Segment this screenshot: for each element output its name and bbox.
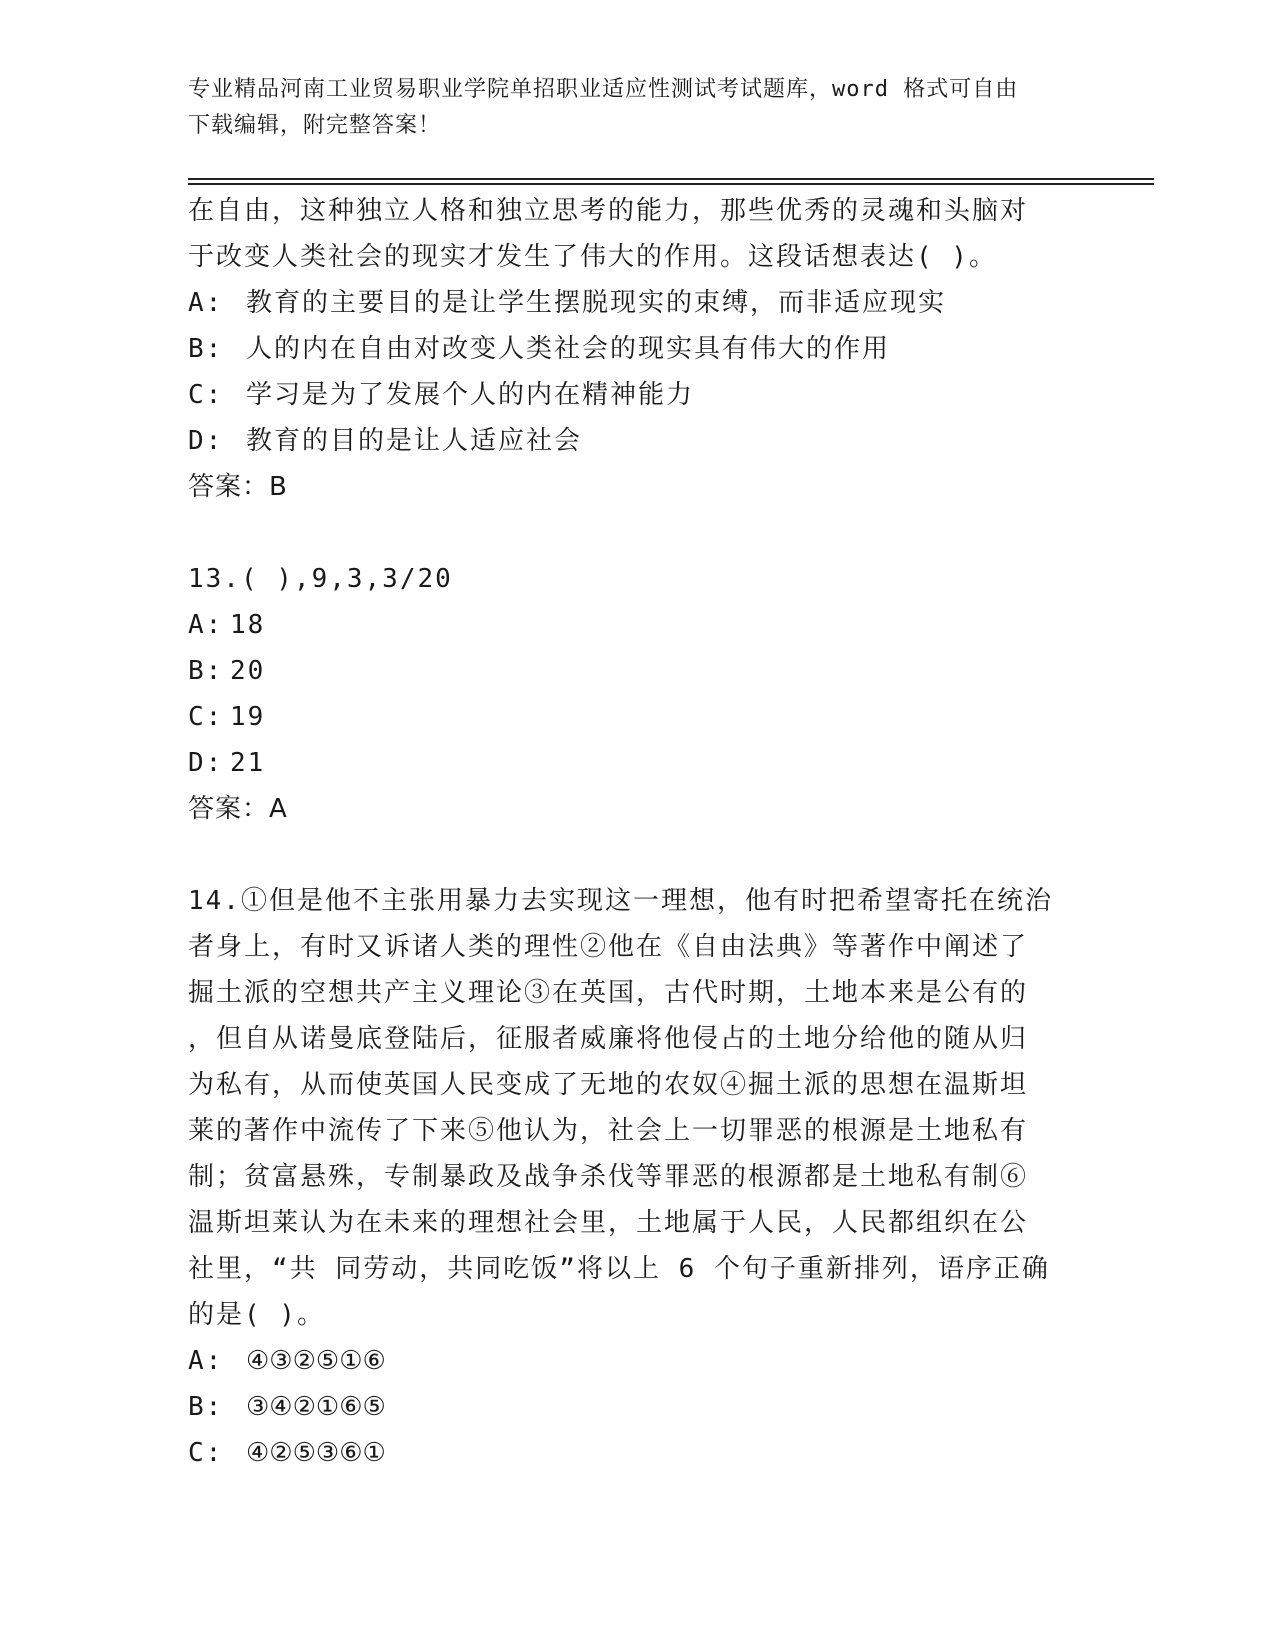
- question-13: [188, 556, 1088, 832]
- option-b: [188, 326, 1088, 372]
- question-text-line: 掘土派的空想共产主义理论③在英国，古代时期，土地本来是公有的: [188, 978, 1029, 1008]
- option-c: [188, 694, 1088, 740]
- question-stem: 13.( ),9,3,3/20: [188, 564, 453, 594]
- document-header: [188, 72, 1068, 144]
- question-text-line: 者身上，有时又诉诸人类的理性②他在《自由法典》等著作中阐述了: [188, 932, 1029, 962]
- option-a: [188, 602, 1088, 648]
- question-12: [188, 188, 1088, 510]
- option-text: 学习是为了发展个人的内在精神能力: [246, 380, 695, 410]
- option-key: B:: [188, 334, 224, 364]
- question-text-line: 温斯坦莱认为在未来的理想社会里，土地属于人民，人民都组织在公: [188, 1208, 1029, 1238]
- option-key: D:: [188, 748, 224, 778]
- question-text-line: ，但自从诺曼底登陆后，征服者威廉将他侵占的土地分给他的随从归: [188, 1024, 1029, 1054]
- answer-label: 答案：A: [188, 794, 288, 824]
- option-key: C:: [188, 1438, 224, 1468]
- option-d: [188, 418, 1088, 464]
- option-key: C:: [188, 380, 224, 410]
- question-text-line: 制；贫富悬殊，专制暴政及战争杀伐等罪恶的根源都是土地私有制⑥: [188, 1162, 1029, 1192]
- option-b: [188, 1384, 1088, 1430]
- option-key: C:: [188, 702, 224, 732]
- option-text: 18: [230, 610, 266, 640]
- header-divider-bottom: [188, 183, 1154, 185]
- option-c: [188, 1430, 1088, 1476]
- option-b: [188, 648, 1088, 694]
- option-text: 20: [230, 656, 266, 686]
- question-text-line: 为私有，从而使英国人民变成了无地的农奴④掘土派的思想在温斯坦: [188, 1070, 1029, 1100]
- question-14: [188, 878, 1088, 1476]
- question-text-line: 于改变人类社会的现实才发生了伟大的作用。这段话想表达( )。: [188, 242, 997, 272]
- option-a: [188, 280, 1088, 326]
- option-key: A:: [188, 288, 224, 318]
- question-text-line: 14.①但是他不主张用暴力去实现这一理想，他有时把希望寄托在统治: [188, 886, 1053, 916]
- option-a: [188, 1338, 1088, 1384]
- option-c: [188, 372, 1088, 418]
- option-d: [188, 740, 1088, 786]
- question-text-line: 在自由，这种独立人格和独立思考的能力，那些优秀的灵魂和头脑对: [188, 196, 1029, 226]
- option-key: B:: [188, 656, 224, 686]
- spacer: [188, 510, 1088, 556]
- document-body: [188, 188, 1088, 1476]
- option-text: ③④②①⑥⑤: [246, 1392, 386, 1422]
- header-divider-top: [188, 178, 1154, 180]
- header-line-1: 专业精品河南工业贸易职业学院单招职业适应性测试考试题库，word 格式可自由: [188, 77, 1019, 102]
- question-text-line: 社里，“共 同劳动，共同吃饭”将以上 6 个句子重新排列，语序正确: [188, 1254, 1050, 1284]
- header-line-2: 下载编辑，附完整答案！: [188, 113, 442, 138]
- answer-label: 答案：B: [188, 472, 288, 502]
- option-key: B:: [188, 1392, 224, 1422]
- option-key: A:: [188, 1346, 224, 1376]
- option-text: ④③②⑤①⑥: [246, 1346, 386, 1376]
- option-text: ④②⑤③⑥①: [246, 1438, 386, 1468]
- spacer: [188, 832, 1088, 878]
- option-key: D:: [188, 426, 224, 456]
- question-text-line: 的是( )。: [188, 1300, 325, 1330]
- option-text: 21: [230, 748, 266, 778]
- option-text: 教育的目的是让人适应社会: [246, 426, 583, 456]
- option-text: 教育的主要目的是让学生摆脱现实的束缚，而非适应现实: [246, 288, 947, 318]
- option-text: 人的内在自由对改变人类社会的现实具有伟大的作用: [246, 334, 891, 364]
- question-text-line: 莱的著作中流传了下来⑤他认为，社会上一切罪恶的根源是土地私有: [188, 1116, 1029, 1146]
- option-text: 19: [230, 702, 266, 732]
- option-key: A:: [188, 610, 224, 640]
